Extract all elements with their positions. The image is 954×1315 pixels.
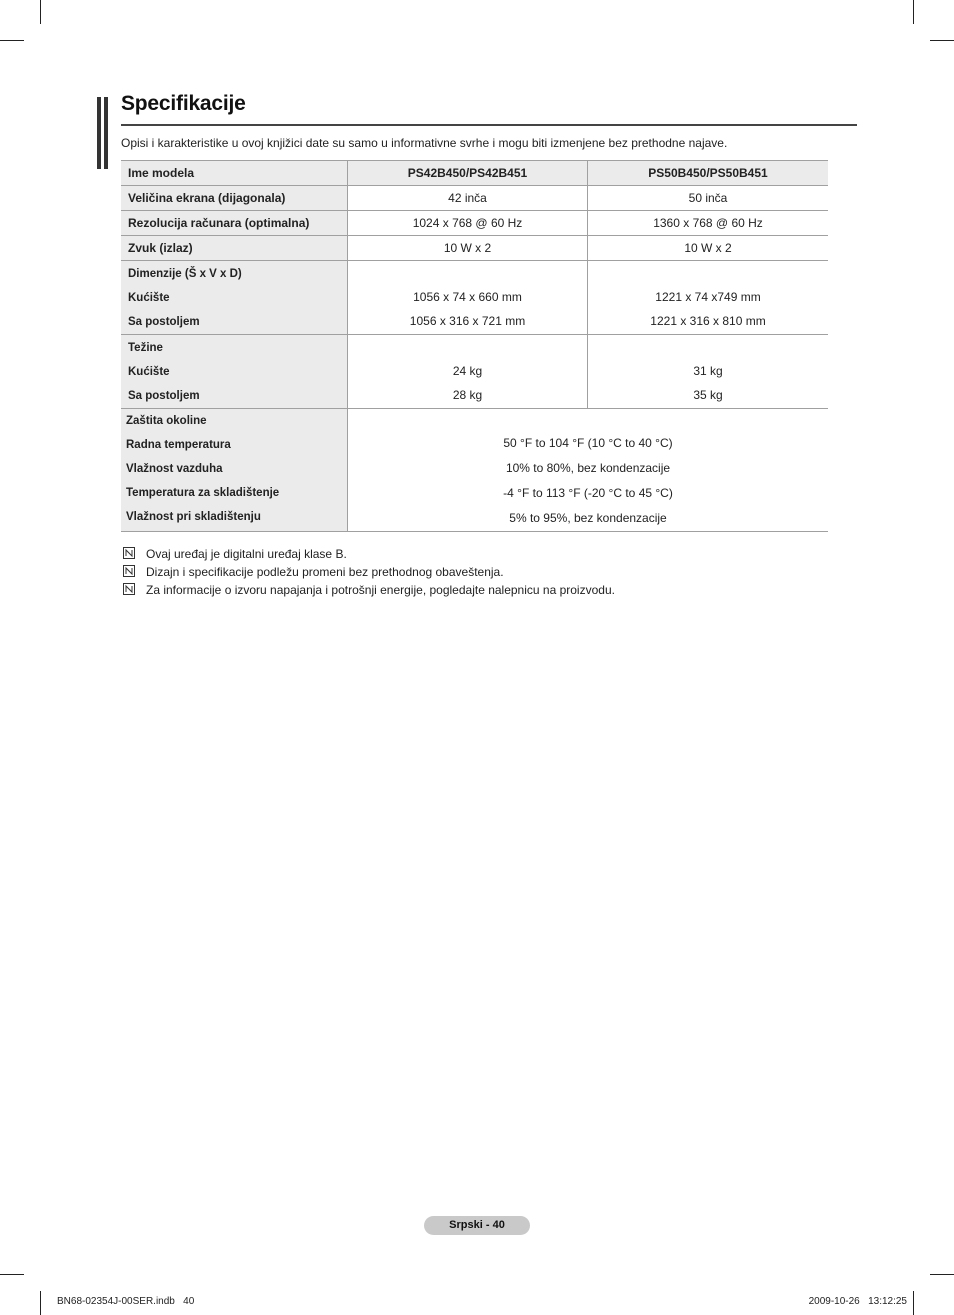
row-label: Ime modela	[121, 161, 348, 186]
note-text: Za informacije o izvoru napajanja i potrošnji energije, pogledajte nalepnicu na proizvodu.	[146, 583, 615, 597]
title-divider	[121, 124, 857, 126]
cell-value: 28 kg	[452, 388, 483, 402]
cell-value: 10 W x 2	[588, 236, 829, 261]
table-row	[121, 409, 828, 532]
intro-text: Opisi i karakteristike u ovoj knjižici date su samo u informativne svrhe i mogu biti izmenjene bez prethodne najave.	[121, 136, 728, 150]
crop-mark	[0, 40, 24, 41]
cell-value: 42 inča	[348, 186, 588, 211]
row-sublabel: Vlažnost pri skladištenju	[126, 511, 261, 523]
cell-value: 1360 x 768 @ 60 Hz	[588, 211, 829, 236]
note-text: Ovaj uređaj je digitalni uređaj klase B.	[146, 547, 347, 561]
cell-value: 1221 x 74 x749 mm	[655, 290, 761, 304]
table-row	[121, 335, 828, 409]
row-label: Veličina ekrana (dijagonala)	[121, 186, 348, 211]
note-icon	[123, 583, 135, 595]
cell-value: 31 kg	[693, 364, 723, 378]
page-number-badge: Srpski - 40	[424, 1216, 530, 1235]
cell-value: 5% to 95%, bez kondenzacije	[509, 511, 667, 525]
crop-mark	[930, 40, 954, 41]
cell-value: 1056 x 316 x 721 mm	[409, 314, 526, 328]
cell-value: 1056 x 74 x 660 mm	[413, 290, 522, 304]
table-row	[121, 186, 828, 211]
title-bar	[97, 97, 101, 169]
table-row	[121, 236, 828, 261]
row-sublabel: Temperatura za skladištenje	[126, 487, 280, 499]
column-header: PS42B450/PS42B451	[348, 161, 588, 186]
cell-value: 50 °F to 104 °F (10 °C to 40 °C)	[503, 436, 673, 450]
page-title: Specifikacije	[121, 92, 246, 115]
spec-table	[121, 160, 828, 532]
cell-value: 1221 x 316 x 810 mm	[650, 314, 766, 328]
cell-value: -4 °F to 113 °F (-20 °C to 45 °C)	[503, 486, 673, 500]
table-row	[121, 161, 828, 186]
note-icon	[123, 547, 135, 559]
cell-value: 1024 x 768 @ 60 Hz	[348, 211, 588, 236]
row-sublabel: Vlažnost vazduha	[126, 463, 223, 475]
row-label: Dimenzije (Š x V x D)	[128, 268, 242, 280]
row-sublabel: Sa postoljem	[128, 390, 200, 402]
cell-value: 10% to 80%, bez kondenzacije	[505, 461, 671, 475]
column-header: PS50B450/PS50B451	[588, 161, 829, 186]
table-row	[121, 211, 828, 236]
footer-file: BN68-02354J-00SER.indb 40	[57, 1296, 195, 1307]
row-sublabel: Sa postoljem	[128, 316, 200, 328]
cell-value: 24 kg	[452, 364, 483, 378]
cell-value: 50 inča	[588, 186, 829, 211]
note-icon	[123, 565, 135, 577]
crop-mark	[930, 1274, 954, 1275]
crop-mark	[913, 1291, 914, 1315]
table-row	[121, 261, 828, 335]
row-label: Zaštita okoline	[126, 415, 207, 427]
row-sublabel: Kućište	[128, 292, 170, 304]
crop-mark	[0, 1274, 24, 1275]
row-label: Težine	[128, 342, 163, 354]
crop-mark	[913, 0, 914, 24]
row-sublabel: Radna temperatura	[126, 439, 231, 451]
row-sublabel: Kućište	[128, 366, 170, 378]
row-label: Rezolucija računara (optimalna)	[121, 211, 348, 236]
cell-value: 10 W x 2	[348, 236, 588, 261]
row-label: Zvuk (izlaz)	[121, 236, 348, 261]
footer-timestamp: 2009-10-26 13:12:25	[808, 1296, 907, 1307]
cell-value: 35 kg	[693, 388, 723, 402]
note-text: Dizajn i specifikacije podležu promeni bez prethodnog obaveštenja.	[146, 565, 504, 579]
crop-mark	[40, 1291, 41, 1315]
title-bar	[104, 97, 108, 169]
crop-mark	[40, 0, 41, 24]
